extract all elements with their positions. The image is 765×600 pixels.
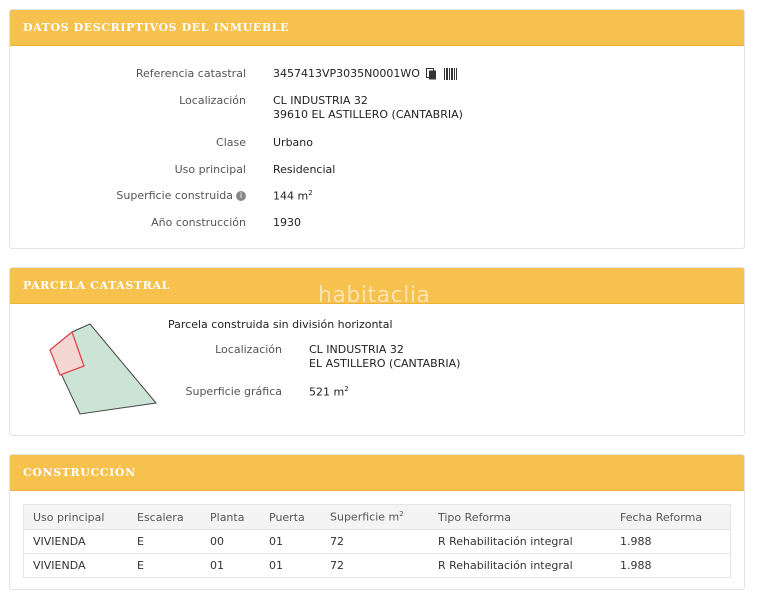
referencia-label: Referencia catastral [135,67,246,80]
cell-fecha-reforma: 1.988 [611,530,731,554]
parcela-descripcion: Parcela construida sin división horizontal [168,318,393,331]
datos-descriptivos-panel [9,9,745,249]
clase-row [10,136,744,152]
uso-value: Residencial [273,163,336,176]
cell-uso: VIVIENDA [24,554,129,578]
cell-planta: 00 [201,530,260,554]
table-header-row [24,505,731,530]
anio-label: Año construcción [151,216,246,229]
superficie-value [273,189,313,203]
table-row [24,530,731,554]
localizacion-value [273,94,463,122]
parcela-superficie-value-text: 521 m [309,385,345,399]
col-superficie-text: Superficie m [330,510,400,524]
col-fecha-reforma: Fecha Reforma [611,505,731,530]
cell-superficie: 72 [321,554,429,578]
parcela-localizacion-line2: EL ASTILLERO (CANTABRIA) [309,357,461,370]
panel-title: CONSTRUCCIÓN [10,455,744,491]
info-icon[interactable]: i [236,191,246,201]
cell-puerta: 01 [260,530,321,554]
panel-title: PARCELA CATASTRAL [10,268,744,304]
col-escalera: Escalera [128,505,201,530]
table-row [24,554,731,578]
referencia-row [10,67,744,83]
construccion-panel [9,454,745,590]
referencia-value [273,67,457,80]
superficie-value-text: 144 m [273,189,309,203]
clase-label: Clase [216,136,246,149]
parcela-superficie-value [309,385,349,399]
cell-escalera: E [128,530,201,554]
superficie-unit-exp: 2 [308,189,313,197]
barcode-icon[interactable] [444,68,457,80]
parcela-localizacion-line1: CL INDUSTRIA 32 [309,343,404,356]
cell-fecha-reforma: 1.988 [611,554,731,578]
anio-row [10,216,744,232]
superficie-row [10,189,744,205]
parcela-superficie-label: Superficie gráfica [185,385,282,398]
referencia-text[interactable]: 3457413VP3035N0001WO [273,67,420,80]
cell-planta: 01 [201,554,260,578]
col-planta: Planta [201,505,260,530]
parcel-map[interactable] [48,320,160,416]
col-superficie-exp: 2 [399,510,404,519]
clase-value: Urbano [273,136,313,149]
panel-title: DATOS DESCRIPTIVOS DEL INMUEBLE [10,10,744,46]
uso-label: Uso principal [174,163,246,176]
col-superficie [321,505,429,530]
localizacion-line1: CL INDUSTRIA 32 [273,94,368,107]
col-uso-principal: Uso principal [24,505,129,530]
localizacion-label: Localización [179,94,246,107]
cell-puerta: 01 [260,554,321,578]
localizacion-line2: 39610 EL ASTILLERO (CANTABRIA) [273,108,463,121]
cell-superficie: 72 [321,530,429,554]
superficie-label-text: Superficie construida [116,189,233,202]
cell-tipo-reforma: R Rehabilitación integral [429,554,611,578]
col-tipo-reforma: Tipo Reforma [429,505,611,530]
cell-tipo-reforma: R Rehabilitación integral [429,530,611,554]
cell-escalera: E [128,554,201,578]
cell-uso: VIVIENDA [24,530,129,554]
uso-row [10,163,744,179]
col-puerta: Puerta [260,505,321,530]
watermark: habitaclia [318,283,431,308]
anio-value: 1930 [273,216,301,229]
parcela-localizacion-label: Localización [215,343,282,356]
parcela-localizacion-value [309,343,460,371]
copy-icon[interactable] [426,68,437,80]
superficie-label [116,189,246,202]
localizacion-row [10,94,744,124]
parcela-superficie-unit-exp: 2 [344,385,349,393]
construccion-table [23,504,731,578]
